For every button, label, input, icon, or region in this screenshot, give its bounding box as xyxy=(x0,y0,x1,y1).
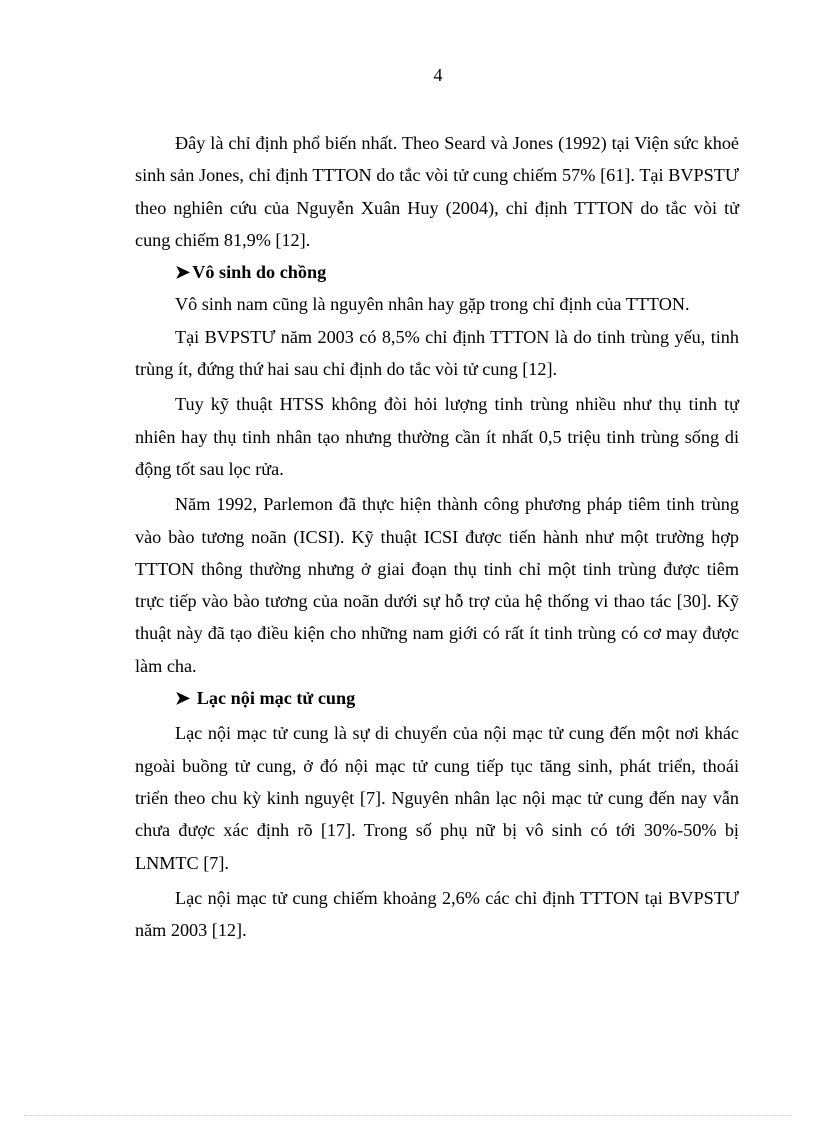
paragraph-male-cause: Vô sinh nam cũng là nguyên nhân hay gặp trong chỉ định của TTTON. xyxy=(175,294,690,315)
arrow-bullet-icon: ➤ xyxy=(175,688,191,709)
document-body xyxy=(135,127,739,946)
paragraph-sperm-requirement: Tuy kỹ thuật HTSS không đòi hỏi lượng tinh trùng nhiều như thụ tinh tự nhiên hay thụ tinh nhân tạo nhưng thường cần ít nhất 0,5 triệu tinh trùng sống di động tốt sau lọc rửa. xyxy=(135,394,739,479)
page-number: 4 xyxy=(433,65,443,85)
paragraph-endometriosis-definition: Lạc nội mạc tử cung là sự di chuyển của nội mạc tử cung đến một nơi khác ngoài buồng tử cung, ở đó nội mạc tử cung tiếp tục tăng sinh, phát triển, thoái triển theo chu kỳ kinh nguyệt [7]. Nguyên nhân lạc nội mạc tử cung đến nay vẫn chưa được xác định rõ [17]. Trong số phụ nữ bị vô sinh có tới 30%-50% bị LNMTC [7]. xyxy=(135,723,739,873)
paragraph-tubal-indication: Đây là chỉ định phổ biến nhất. Theo Seard và Jones (1992) tại Viện sức khoẻ sinh sản Jones, chỉ định TTTON do tắc vòi tử cung chiếm 57% [61]. Tại BVPSTƯ theo nghiên cứu của Nguyễn Xuân Huy (2004), chỉ định TTTON do tắc vòi tử cung chiếm 81,9% [12]. xyxy=(135,133,739,250)
paragraph-endometriosis-stats: Lạc nội mạc tử cung chiếm khoảng 2,6% các chỉ định TTTON tại BVPSTƯ năm 2003 [12]. xyxy=(135,887,739,941)
heading-label: Lạc nội mạc tử cung xyxy=(196,688,356,709)
heading-male-infertility xyxy=(175,256,739,288)
heading-endometriosis xyxy=(175,682,739,714)
arrow-bullet-icon: ➤ xyxy=(175,262,191,283)
paragraph-sperm-stats: Tại BVPSTƯ năm 2003 có 8,5% chỉ định TTTON là do tinh trùng yếu, tinh trùng ít, đứng thứ hai sau chỉ định do tắc vòi tử cung [12]. xyxy=(135,326,739,380)
paragraph-icsi: Năm 1992, Parlemon đã thực hiện thành công phương pháp tiêm tinh trùng vào bào tương noãn (ICSI). Kỹ thuật ICSI được tiến hành như một trường hợp TTTON thông thường nhưng ở giai đoạn thụ tinh chỉ một tinh trùng được tiêm trực tiếp vào bào tương của noãn dưới sự hỗ trợ của hệ thống vi thao tác [30]. Kỹ thuật này đã tạo điều kiện cho những nam giới có rất ít tinh trùng có cơ may được làm cha. xyxy=(135,494,739,676)
page-bottom-border xyxy=(24,1115,792,1116)
heading-label: Vô sinh do chồng xyxy=(192,262,327,283)
